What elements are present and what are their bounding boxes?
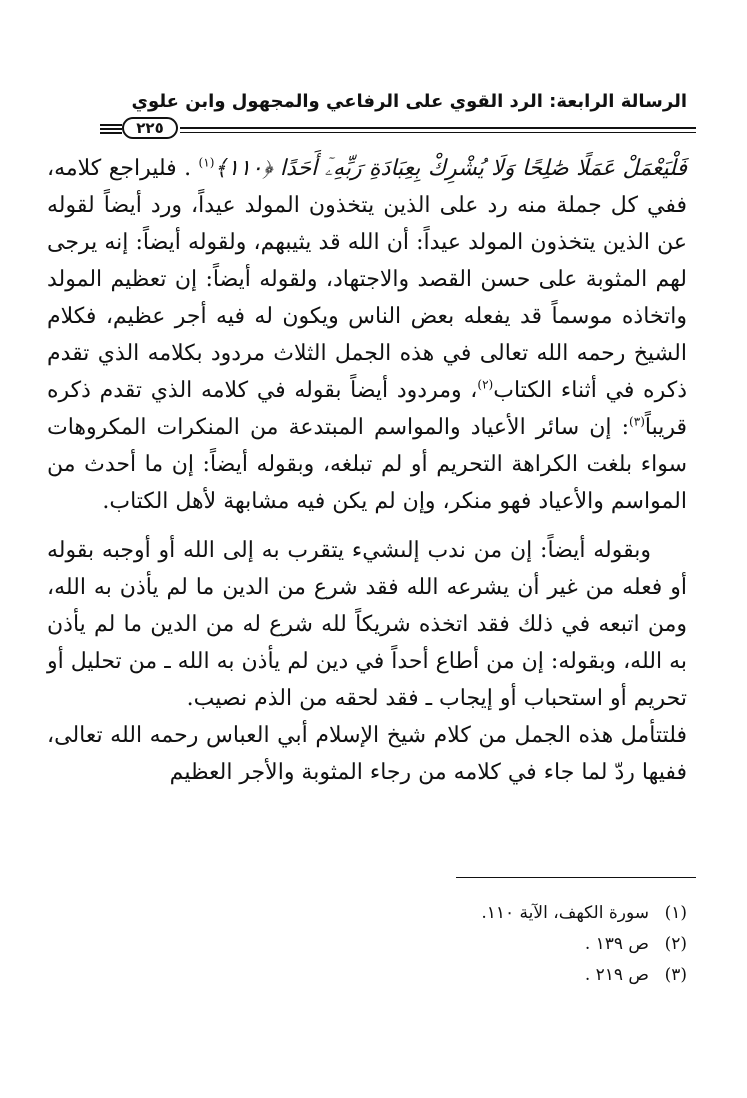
footnote-number: (٣): [664, 965, 687, 985]
running-header-title: الرسالة الرابعة: الرد القوي على الرفاعي والمجهول وابن علوي: [131, 91, 687, 112]
footnote-3: [47, 960, 687, 991]
header-rule-right-segment: [180, 127, 696, 129]
footnote-2: [47, 929, 687, 960]
paragraph-1-text-b: ، ومردود أيضاً بقوله في كلامه الذي تقدم ذكره قريباً: [47, 378, 687, 440]
footnote-text: ص ٢١٩ .: [584, 965, 649, 985]
footnote-number: (٢): [664, 934, 687, 954]
footnote-separator: [456, 877, 696, 878]
header-rule: [100, 117, 696, 141]
main-text: [47, 150, 687, 791]
paragraph-1: [47, 150, 687, 520]
footnotes: [47, 898, 687, 991]
paragraph-3: فلتتأمل هذه الجمل من كلام شيخ الإسلام أبي العباس رحمه الله تعالى، ففيها ردّ لما جاء في كلامه من رجاء المثوبة والأجر العظيم: [47, 723, 687, 785]
footnote-ref-2[interactable]: (٢): [477, 377, 494, 392]
footnote-text: سورة الكهف، الآية ١١٠.: [481, 903, 649, 923]
footnote-1: [47, 898, 687, 929]
paragraph-2: وبقوله أيضاً: إن من ندب إلىشيء يتقرب به إلى الله أو أوجبه بقوله أو فعله من غير أن يشرعه الله فقد شرع من الدين ما لم يأذن به الله، ومن اتبعه في ذلك فقد اتخذه شريكاً لله شرع له من الدين ما لم يأذن به الله، وبقوله: إن من أطاع أحداً في دين لم يأذن به الله ـ من تحليل أو تحريم أو استحباب أو إيجاب ـ فقد لحقه من الذم نصيب.: [47, 538, 687, 711]
footnote-text: ص ١٣٩ .: [584, 934, 649, 954]
footnote-number: (١): [664, 903, 687, 923]
paragraph-1-text-c: : إن سائر الأعياد والمواسم المبتدعة من المنكرات المكروهات سواء بلغت الكراهة التحريم أو لم تبلغه، وبقوله أيضاً: إن ما أحدث من المواسم والأعياد فهو منكر، وإن لم يكن فيه مشابهة لأهل الكتاب.: [47, 415, 687, 514]
header-rule-left-segment: [100, 124, 122, 134]
quran-verse: فَلْيَعْمَلْ عَمَلًا صَٰلِحًا وَلَا يُشْرِكْ بِعِبَادَةِ رَبِّهِۦٓ أَحَدًا ﴿١١٠﴾: [214, 156, 687, 181]
paragraph-1-text-a: . فليراجع كلامه، ففي كل جملة منه رد على الذين يتخذون المولد عيداً، ورد أيضاً لقوله عن الذين يتخذون المولد عيداً: أن الله قد يثيبهم، ولقوله أيضاً: إنه يرجى لهم المثوبة على حسن القصد والاجتهاد، ولقوله أيضاً: إن تعظيم المولد واتخاذه موسماً قد يفعله بعض الناس ويكون له فيه أجر عظيم، فكلام الشيخ رحمه الله تعالى في هذه الجمل الثلاث مردود بكلامه الذي تقدم ذكره في أثناء الكتاب: [47, 156, 687, 403]
footnote-ref-3[interactable]: (٣): [629, 414, 645, 429]
footnote-ref-1[interactable]: (١): [198, 155, 215, 170]
page-number: ٢٢٥: [122, 117, 178, 139]
